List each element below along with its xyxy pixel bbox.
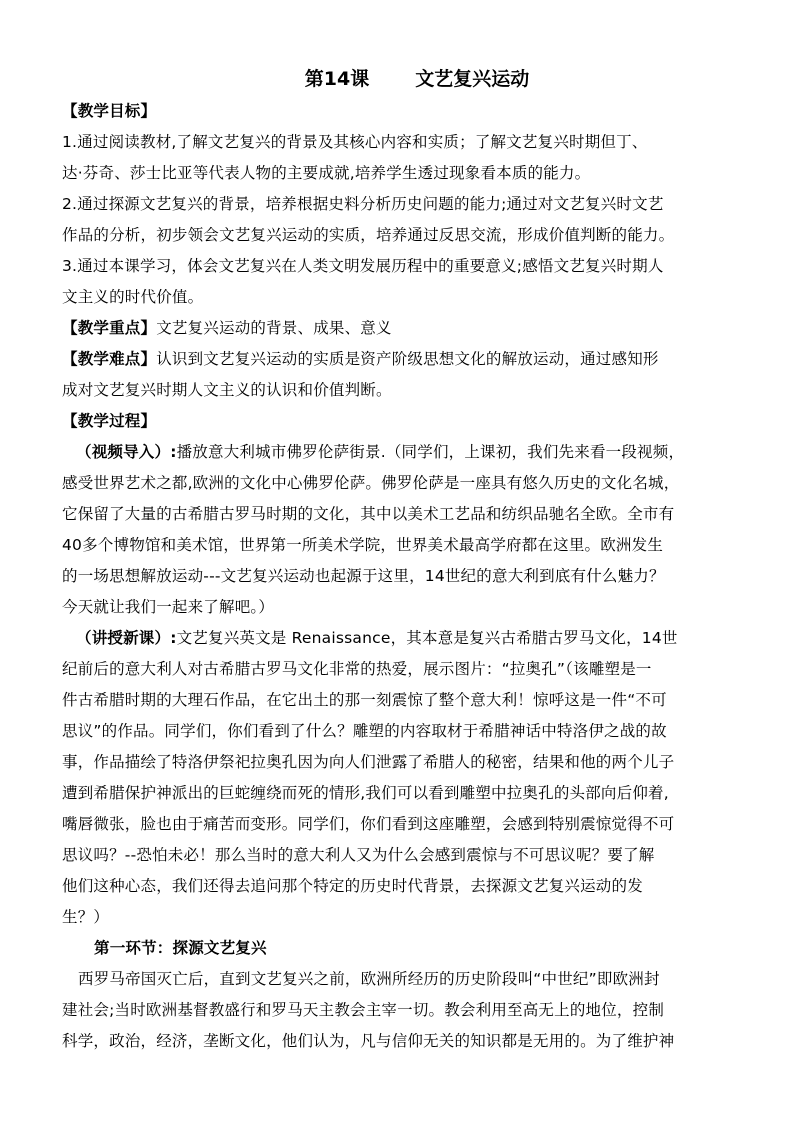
key-point-text: 文艺复兴运动的背景、成果、意义 — [156, 319, 392, 337]
lecture-line: 事，作品描绘了特洛伊祭祀拉奥孔因为向人们泄露了希腊人的秘密，结果和他的两个儿子 — [62, 753, 675, 771]
intro-text: 播放意大利城市佛罗伦萨街景.（同学们，上课初，我们先来看一段视频， — [176, 443, 685, 461]
intro-label: （视频导入）: — [76, 443, 177, 461]
difficulty-text-cont: 成对文艺复兴时期人文主义的认识和价值判断。 — [62, 381, 392, 399]
key-point — [62, 313, 742, 344]
intro-line: 它保留了大量的古希腊古罗马时期的文化，其中以美术工艺品和纺织品驰名全欧。全市有 — [62, 505, 675, 523]
lecture-paragraph-first — [62, 623, 742, 654]
section1-line: 建社会;当时欧洲基督教盛行和罗马天主教会主宰一切。教会利用至高无上的地位，控制 — [62, 1001, 665, 1019]
difficulty-heading: 【教学难点】 — [62, 350, 157, 368]
lecture-label: （讲授新课）: — [76, 629, 177, 647]
key-point-heading: 【教学重点】 — [62, 319, 157, 337]
objectives-line: 作品的分析，初步领会文艺复兴运动的实质，培养通过反思交流，形成价值判断的能力。 — [62, 226, 675, 244]
objectives-line: 2.通过探源文艺复兴的背景，培养根据史料分析历史问题的能力;通过对文艺复兴时文艺 — [62, 195, 664, 213]
lecture-line: 遭到希腊保护神派出的巨蛇缠绕而死的情形,我们可以看到雕塑中拉奥孔的头部向后仰着, — [62, 784, 669, 802]
intro-line: 今天就让我们一起来了解吧。） — [62, 598, 275, 616]
process-heading: 【教学过程】 — [62, 412, 157, 430]
intro-paragraph-first — [62, 437, 742, 468]
page-title — [92, 62, 742, 96]
document-page — [62, 62, 742, 1057]
lesson-number: 第14课 — [304, 68, 370, 90]
objectives-heading: 【教学目标】 — [62, 102, 157, 120]
lecture-line: 纪前后的意大利人对古希腊古罗马文化非常的热爱，展示图片：“拉奥孔”（该雕塑是一 — [62, 660, 652, 678]
section1-heading: 第一环节：探源文艺复兴 — [94, 939, 267, 957]
objectives-line: 3.通过本课学习，体会文艺复兴在人类文明发展历程中的重要意义;感悟文艺复兴时期人 — [62, 257, 664, 275]
section1-line: 西罗马帝国灭亡后，直到文艺复兴之前，欧洲所经历的历史阶段叫“中世纪”即欧洲封 — [78, 970, 660, 988]
objectives-line: 达·芬奇、莎士比亚等代表人物的主要成就,培养学生透过现象看本质的能力。 — [62, 164, 591, 182]
difficulty — [62, 344, 742, 375]
lecture-line: 生？） — [62, 908, 110, 926]
objectives-line: 1.通过阅读教材,了解文艺复兴的背景及其核心内容和实质；了解文艺复兴时期但丁、 — [62, 133, 648, 151]
lesson-name: 文艺复兴运动 — [415, 68, 530, 90]
lecture-line: 嘴唇微张，脸也由于痛苦而变形。同学们，你们看到这座雕塑，会感到特别震惊觉得不可 — [62, 815, 675, 833]
intro-line: 40多个博物馆和美术馆，世界第一所美术学院，世界美术最高学府都在这里。欧洲发生 — [62, 536, 664, 554]
difficulty-text: 认识到文艺复兴运动的实质是资产阶级思想文化的解放运动，通过感知形 — [156, 350, 659, 368]
intro-line: 感受世界艺术之都,欧洲的文化中心佛罗伦萨。佛罗伦萨是一座具有悠久历史的文化名城， — [62, 474, 680, 492]
lecture-line: 思议吗？--恐怕未必！那么当时的意大利人又为什么会感到震惊与不可思议呢？要了解 — [62, 846, 655, 864]
lecture-text: 文艺复兴英文是 Renaissance，其本意是复兴古希腊古罗马文化，14世 — [176, 629, 678, 647]
section1-line: 科学，政治，经济，垄断文化，他们认为，凡与信仰无关的知识都是无用的。为了维护神 — [62, 1032, 675, 1050]
lecture-line: 思议”的作品。同学们，你们看到了什么？雕塑的内容取材于希腊神话中特洛伊之战的故 — [62, 722, 667, 740]
lecture-line: 件古希腊时期的大理石作品，在它出土的那一刻震惊了整个意大利！惊呼这是一件“不可 — [62, 691, 667, 709]
objectives-line: 文主义的时代价值。 — [62, 288, 204, 306]
intro-line: 的一场思想解放运动---文艺复兴运动也起源于这里，14世纪的意大利到底有什么魅力？ — [62, 567, 665, 585]
lecture-line: 他们这种心态，我们还得去追问那个特定的历史时代背景，去探源文艺复兴运动的发 — [62, 877, 643, 895]
